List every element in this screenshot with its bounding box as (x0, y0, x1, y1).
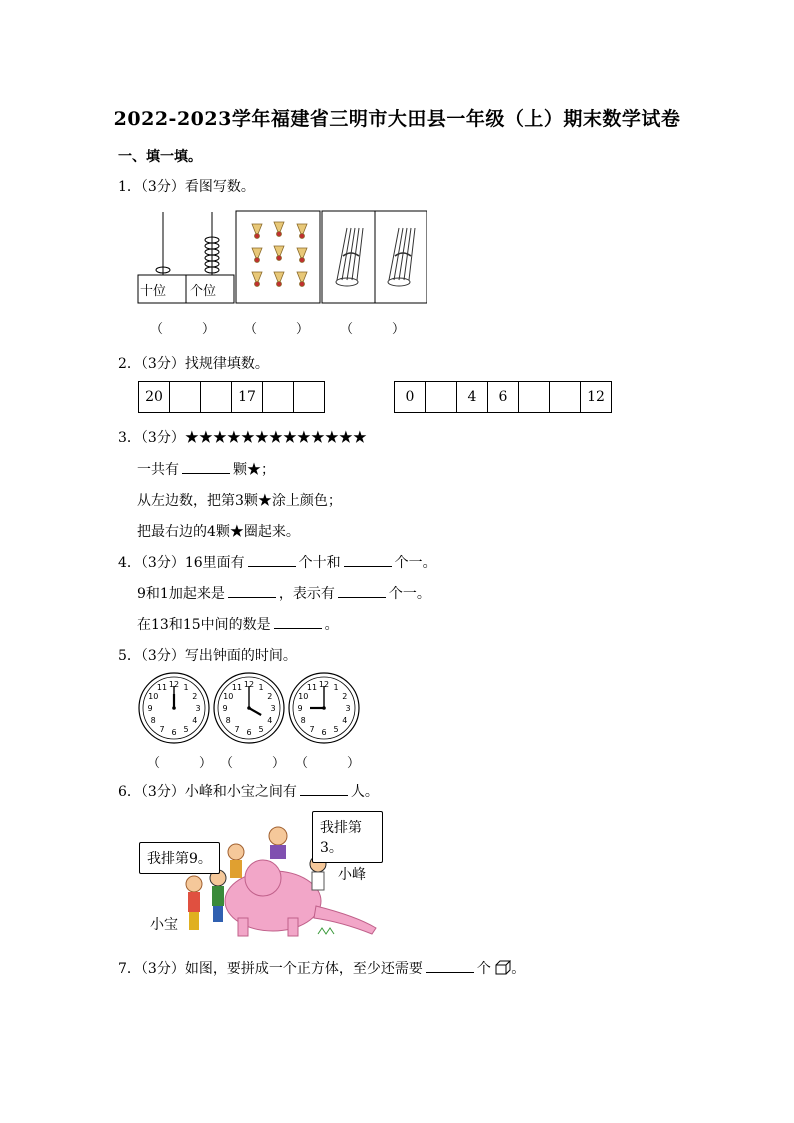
clock-center-dot (172, 706, 176, 710)
clock-numeral: 7 (234, 724, 240, 734)
clock-numeral: 1 (258, 683, 264, 693)
clock-numeral: 3 (195, 704, 201, 713)
line-text: 个 (476, 961, 491, 977)
line-text: 4．（3分）16里面有 (118, 555, 245, 571)
clock-numeral: 9 (147, 704, 153, 713)
clock-numeral: 12 (318, 680, 330, 689)
answer-blank[interactable] (182, 459, 230, 474)
sequence-cell[interactable] (519, 382, 550, 412)
answer-blank[interactable] (338, 583, 386, 598)
name-label-xiaobao: 小宝 (150, 917, 178, 933)
clock-numeral: 4 (342, 716, 348, 725)
question-6-line (118, 781, 379, 801)
clock-answer-paren-3[interactable]: （ ） (295, 756, 361, 771)
page-title: 2022-2023学年福建省三明市大田县一年级（上）期末数学试卷 (113, 108, 681, 130)
abacus-and-items-illustration (137, 210, 427, 305)
clocks-figure (137, 670, 362, 746)
answer-blank[interactable] (274, 614, 322, 629)
sequence-row-1 (138, 381, 325, 413)
line-text: 6．（3分）小峰和小宝之间有 (118, 784, 297, 800)
sequence-cell[interactable] (170, 382, 201, 412)
sequence-cell[interactable]: 12 (587, 389, 605, 405)
sequence-cell[interactable] (426, 382, 457, 412)
answer-blank[interactable] (248, 552, 296, 567)
clock-answer-paren-2[interactable]: （ ） (220, 756, 286, 771)
clock-numeral: 6 (321, 728, 327, 737)
line-text: 9和1加起来是 (137, 586, 225, 602)
sequence-cell[interactable] (294, 382, 324, 412)
answer-paren-1[interactable]: （ ） (150, 322, 216, 337)
sequence-cell[interactable] (550, 382, 581, 412)
clock-numeral: 3 (270, 704, 276, 713)
question-2-label: 2．（3分）找规律填数。 (118, 356, 269, 372)
clock-numeral: 7 (309, 724, 315, 734)
clock-numeral: 12 (168, 680, 180, 689)
question-7-line: 7．（3分）如图，要拼成一个正方体，至少还需要 个 。 (118, 958, 525, 978)
clock-numeral: 7 (159, 724, 165, 734)
abacus-ones-label: 个位 (190, 284, 217, 299)
clock-center-dot (322, 706, 326, 710)
clock-numeral: 2 (342, 692, 348, 701)
sequence-cell[interactable]: 4 (457, 382, 488, 412)
abacus-tens-label: 十位 (140, 284, 167, 299)
sequence-cell[interactable] (263, 382, 294, 412)
clock-numeral: 10 (298, 692, 309, 701)
sequence-cell[interactable]: 20 (139, 382, 170, 412)
clock-numeral: 2 (192, 692, 198, 701)
clock-numeral: 6 (171, 728, 177, 737)
clock-numeral: 2 (267, 692, 273, 701)
clock-numeral: 1 (183, 683, 189, 693)
answer-blank[interactable] (228, 583, 276, 598)
line-text: ，表示有 (278, 586, 335, 602)
line-text: 颗★； (233, 462, 275, 478)
question-3-line-1 (137, 459, 275, 479)
cube-icon (495, 960, 511, 975)
sequence-cell[interactable] (201, 382, 232, 412)
clock-numeral: 11 (156, 683, 168, 693)
clock-numeral: 5 (183, 724, 189, 734)
clock-numeral: 10 (148, 692, 159, 701)
clock-center-dot (247, 706, 251, 710)
clock-numeral: 11 (231, 683, 243, 693)
sequence-cell[interactable]: 17 (232, 382, 263, 412)
sequence-cell[interactable]: 0 (395, 382, 426, 412)
question-3-label: 3．（3分）★★★★★★★★★★★★★ (118, 430, 367, 446)
clock-numeral: 3 (345, 704, 351, 713)
question-1-label: 1．（3分）看图写数。 (118, 179, 255, 195)
speech-bubble-left: 我排第9。 (139, 842, 220, 874)
answer-blank[interactable] (300, 781, 348, 796)
clock-numeral: 8 (225, 716, 231, 725)
clock-faces (137, 670, 362, 746)
clock-numeral: 4 (192, 716, 198, 725)
question-4-line-1 (118, 552, 437, 572)
clock-numeral: 10 (223, 692, 234, 701)
clock-numeral: 5 (258, 724, 264, 734)
sequence-cell[interactable]: 6 (488, 382, 519, 412)
question-4-line-3 (137, 614, 339, 634)
line-text: 在13和15中间的数是 (137, 617, 271, 633)
line-text: 个一。 (394, 555, 437, 571)
clock-numeral: 12 (243, 680, 255, 689)
clock-numeral: 1 (333, 683, 339, 693)
answer-blank[interactable] (344, 552, 392, 567)
clock-answer-paren-1[interactable]: （ ） (147, 756, 213, 771)
question-4-line-2 (137, 583, 431, 603)
clock-numeral: 5 (333, 724, 339, 734)
queue-illustration (138, 806, 383, 946)
clock-numeral: 9 (222, 704, 228, 713)
answer-paren-2[interactable]: （ ） (244, 322, 310, 337)
line-text: 个一。 (388, 586, 431, 602)
clock-numeral: 8 (150, 716, 156, 725)
answer-blank[interactable] (426, 958, 474, 973)
clock-numeral: 11 (306, 683, 318, 693)
answer-paren-3[interactable]: （ ） (340, 322, 406, 337)
line-text: 一共有 (137, 462, 179, 478)
speech-bubble-right: 我排第3。 (312, 811, 383, 863)
question-3-line-2: 从左边数，把第3颗★涂上颜色； (137, 493, 342, 509)
line-text: 个十和 (298, 555, 341, 571)
line-text: 。 (324, 617, 339, 633)
line-text: 7．（3分）如图，要拼成一个正方体，至少还需要 (118, 961, 423, 977)
clock-numeral: 9 (297, 704, 303, 713)
clock-numeral: 6 (246, 728, 252, 737)
section-heading: 一、填一填。 (118, 149, 202, 165)
line-text: 人。 (350, 784, 379, 800)
question-3-line-3: 把最右边的4颗★圈起来。 (137, 524, 300, 540)
sequence-row-2 (394, 381, 612, 413)
clock-numeral: 4 (267, 716, 273, 725)
name-label-xiaofeng: 小峰 (338, 867, 366, 883)
clock-numeral: 8 (300, 716, 306, 725)
question-5-label: 5．（3分）写出钟面的时间。 (118, 648, 297, 664)
question-1-figure (137, 210, 427, 305)
